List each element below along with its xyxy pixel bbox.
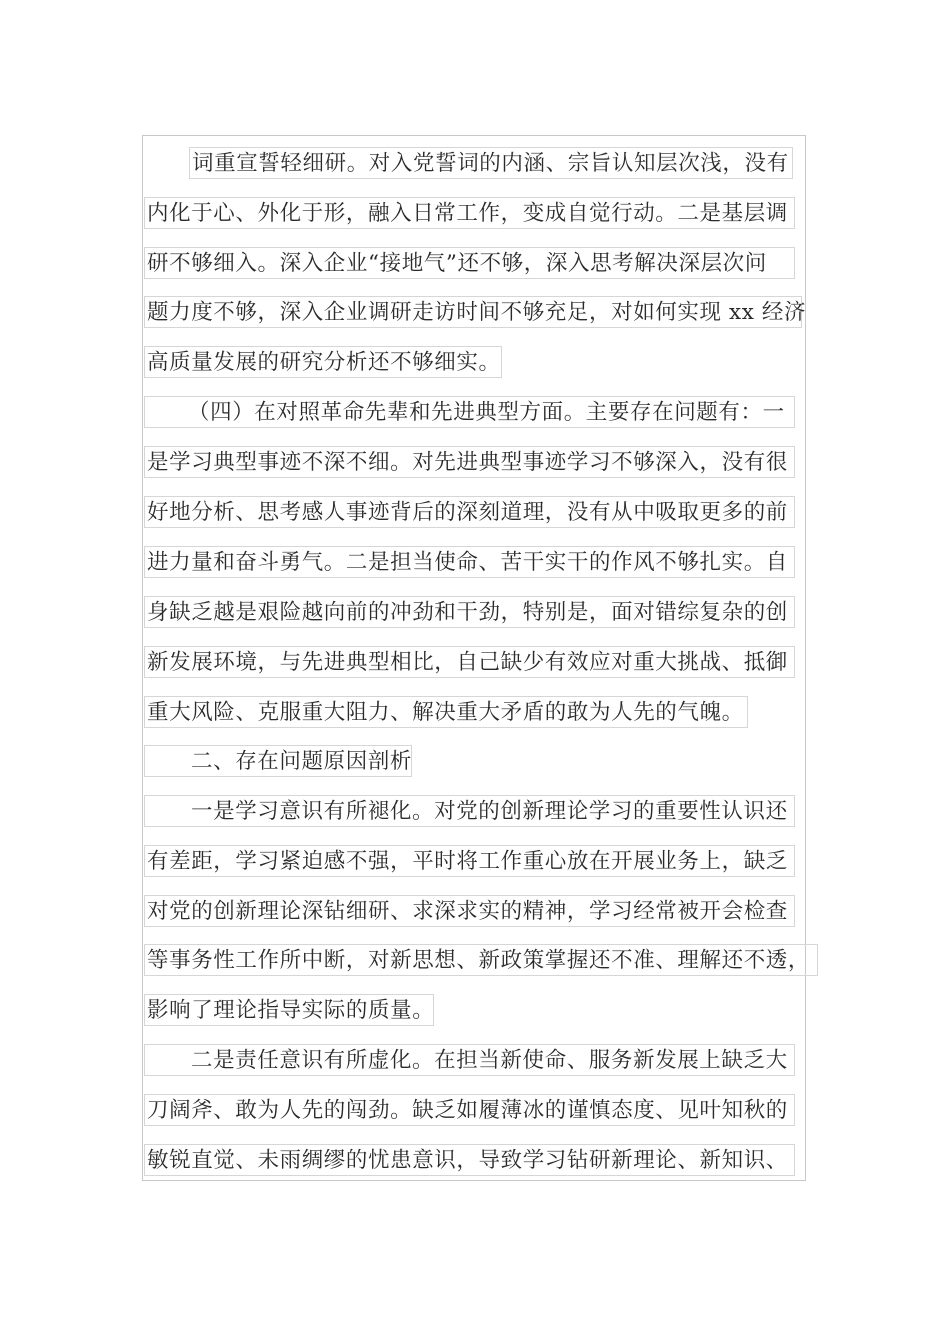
text-line: 词重宣誓轻细研。对入党誓词的内涵、宗旨认知层次浅，没有 bbox=[189, 147, 793, 179]
section-heading: 二、存在问题原因剖析 bbox=[144, 745, 412, 777]
text-line: 研不够细入。深入企业“接地气”还不够，深入思考解决深层次问 bbox=[144, 247, 795, 279]
text-line: 高质量发展的研究分析还不够细实。 bbox=[144, 346, 502, 378]
text-line: 题力度不够，深入企业调研走访时间不够充足，对如何实现 xx 经济 bbox=[144, 296, 802, 328]
text-line: 刀阔斧、敢为人先的闯劲。缺乏如履薄冰的谨慎态度、见叶知秋的 bbox=[144, 1094, 795, 1126]
text-line: 进力量和奋斗勇气。二是担当使命、苦干实干的作风不够扎实。自 bbox=[144, 546, 795, 578]
text-line: 新发展环境，与先进典型相比，自己缺少有效应对重大挑战、抵御 bbox=[144, 646, 795, 678]
text-line: 身缺乏越是艰险越向前的冲劲和干劲，特别是，面对错综复杂的创 bbox=[144, 596, 795, 628]
text-line: 内化于心、外化于形，融入日常工作，变成自觉行动。二是基层调 bbox=[144, 197, 795, 229]
text-line: 对党的创新理论深钻细研、求深求实的精神，学习经常被开会检查 bbox=[144, 895, 795, 927]
text-line: 等事务性工作所中断，对新思想、新政策掌握还不准、理解还不透， bbox=[144, 944, 818, 976]
text-line: （四）在对照革命先辈和先进典型方面。主要存在问题有：一 bbox=[144, 396, 795, 428]
text-line: 影响了理论指导实际的质量。 bbox=[144, 994, 434, 1026]
text-line: 有差距，学习紧迫感不强，平时将工作重心放在开展业务上，缺乏 bbox=[144, 845, 795, 877]
text-line: 是学习典型事迹不深不细。对先进典型事迹学习不够深入，没有很 bbox=[144, 446, 795, 478]
text-line: 敏锐直觉、未雨绸缪的忧患意识，导致学习钻研新理论、新知识、 bbox=[144, 1144, 795, 1176]
text-line: 重大风险、克服重大阻力、解决重大矛盾的敢为人先的气魄。 bbox=[144, 696, 748, 728]
text-line: 好地分析、思考感人事迹背后的深刻道理，没有从中吸取更多的前 bbox=[144, 496, 795, 528]
text-line: 一是学习意识有所褪化。对党的创新理论学习的重要性认识还 bbox=[144, 795, 795, 827]
text-line: 二是责任意识有所虚化。在担当新使命、服务新发展上缺乏大 bbox=[144, 1044, 795, 1076]
